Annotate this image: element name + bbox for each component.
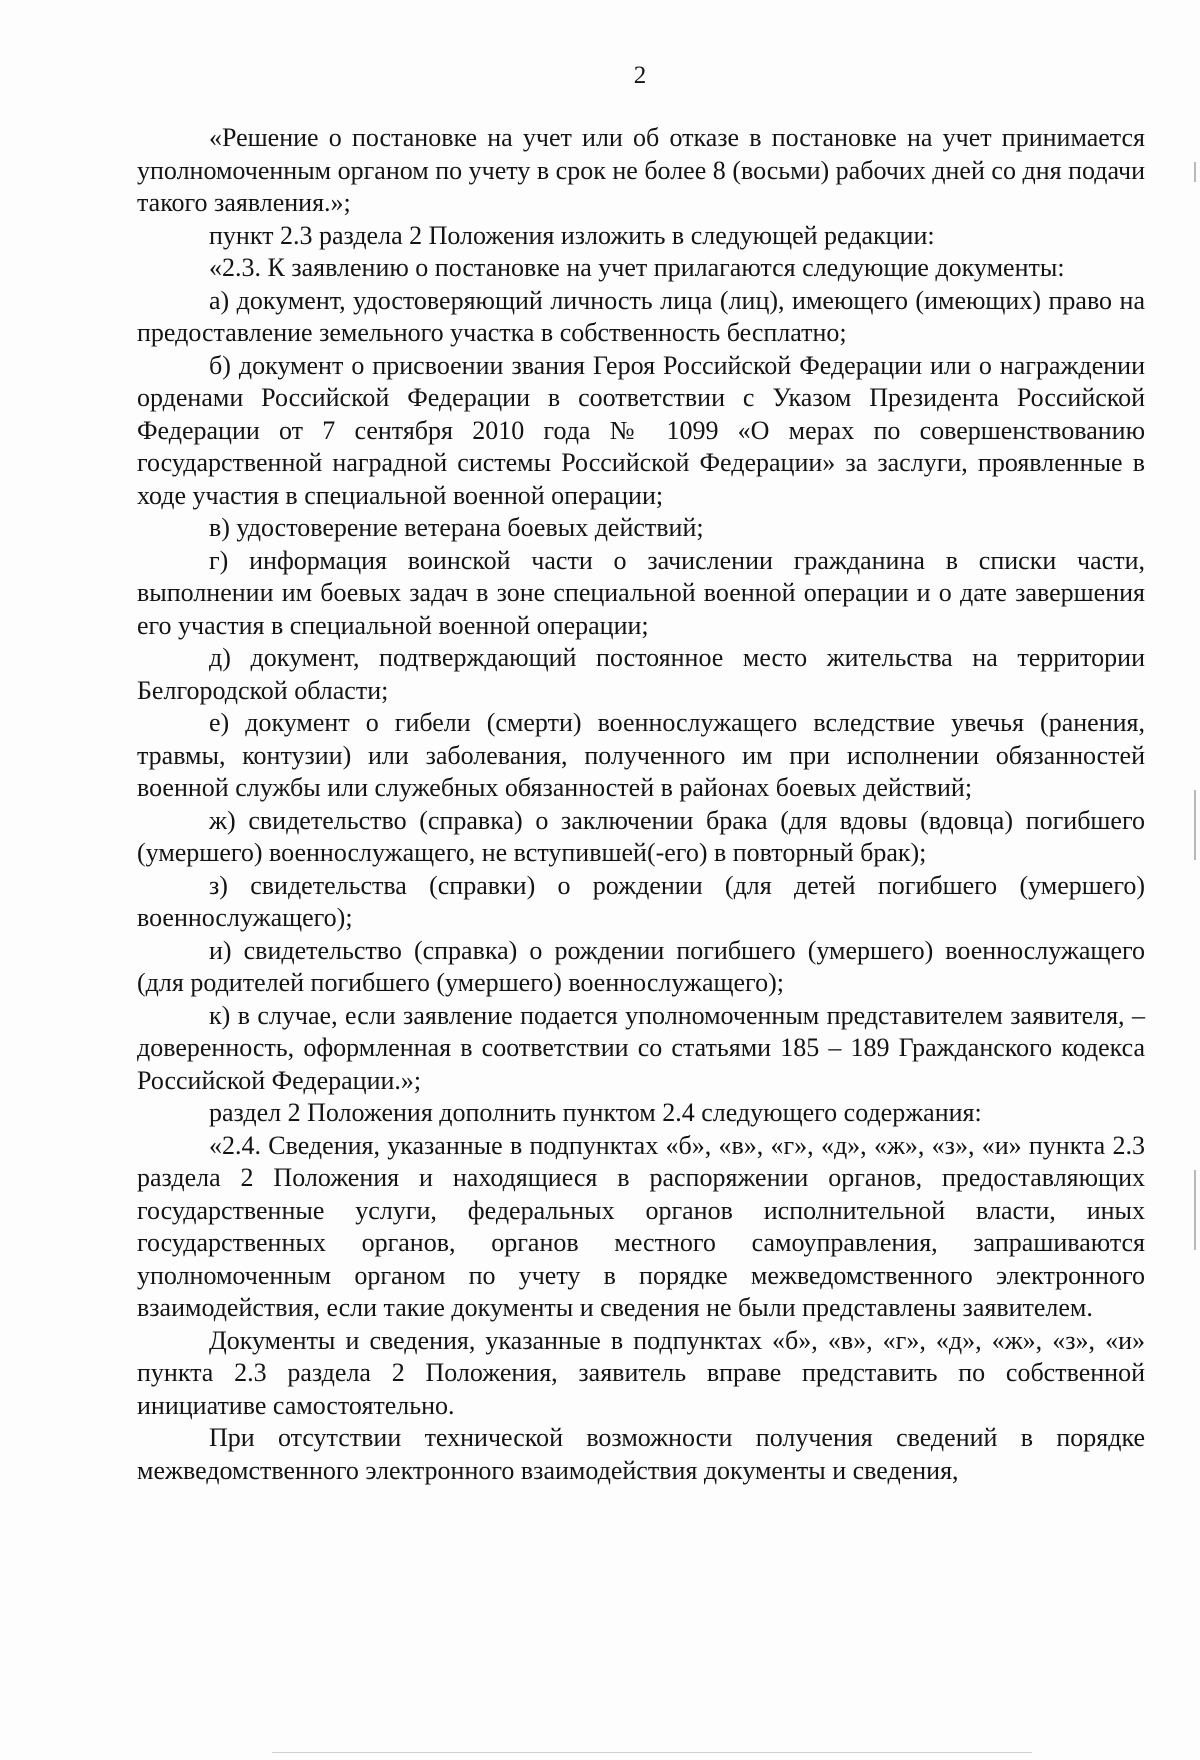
document-body xyxy=(137,122,1145,1487)
list-item-e: е) документ о гибели (смерти) военнослужащего вследствие увечья (ранения, травмы, контузии) или заболевания, полученного им при исполнении обязанностей военной службы или служебных обязанностей в районах боевых действий; xyxy=(137,708,1145,802)
scan-edge-mark xyxy=(1194,790,1196,860)
paragraph-no-technical-possibility: При отсутствии технической возможности получения сведений в порядке межведомственного электронного взаимодействия документы и сведения, xyxy=(137,1423,1145,1485)
scan-edge-mark xyxy=(1194,1170,1196,1250)
list-item-b: б) документ о присвоении звания Героя Российской Федерации или о награждении орденами Российской Федерации в соответствии с Указом Президента Российской Федерации от 7 сентября 2010 года № 1099 «О мерах по совершенствованию государственной наградной системы Российской Федерации» за заслуги, проявленные в ходе участия в специальной военной операции; xyxy=(137,350,1145,510)
paragraph-amend-2-3: пункт 2.3 раздела 2 Положения изложить в следующей редакции: xyxy=(209,220,935,250)
list-item-g: г) информация воинской части о зачислении гражданина в списки части, выполнении им боевых задач в зоне специальной военной операции и о дате завершения его участия в специальной военной операции; xyxy=(137,545,1145,640)
paragraph-2-3-intro: «2.3. К заявлению о постановке на учет прилагаются следующие документы: xyxy=(209,253,1065,282)
list-item-d: д) документ, подтверждающий постоянное место жительства на территории Белгородской области; xyxy=(137,643,1145,705)
list-item-zh: ж) свидетельство (справка) о заключении брака (для вдовы (вдовца) погибшего (умершего) военнослужащего, не вступившей(-его) в повторный брак); xyxy=(137,805,1145,867)
list-item-i: и) свидетельство (справка) о рождении погибшего (умершего) военнослужащего (для родителей погибшего (умершего) военнослужащего); xyxy=(137,935,1145,997)
paragraph-add-2-4: раздел 2 Положения дополнить пунктом 2.4 следующего содержания: xyxy=(209,1098,982,1127)
page-number: 2 xyxy=(633,62,647,89)
scan-edge-mark xyxy=(1194,162,1196,182)
list-item-a: а) документ, удостоверяющий личность лица (лиц), имеющего (имеющих) право на предоставление земельного участка в собственность бесплатно; xyxy=(137,285,1145,347)
list-item-z: з) свидетельства (справки) о рождении (для детей погибшего (умершего) военнослужащего); xyxy=(137,870,1145,932)
paragraph-decision-timing: «Решение о постановке на учет или об отказе в постановке на учет принимается уполномоченным органом по учету в срок не более 8 (восьми) рабочих дней со дня подачи такого заявления.»; xyxy=(137,123,1145,217)
list-item-k: к) в случае, если заявление подается уполномоченным представителем заявителя, – доверенность, оформленная в соответствии со статьями 185 – 189 Гражданского кодекса Российской Федерации.»; xyxy=(137,1000,1145,1095)
scan-bottom-line xyxy=(272,1752,1032,1753)
paragraph-2-4-text: «2.4. Сведения, указанные в подпунктах «б», «в», «г», «д», «ж», «з», «и» пункта 2.3 раздела 2 Положения и находящиеся в распоряжении органов, предоставляющих государственные услуги, федеральных органов исполнительной власти, иных государственных органов, органов местного самоуправления, запрашиваются уполномоченным органом по учету в порядке межведомственного электронного взаимодействия, если такие документы и сведения не были представлены заявителем. xyxy=(137,1130,1145,1322)
paragraph-own-initiative: Документы и сведения, указанные в подпунктах «б», «в», «г», «д», «ж», «з», «и» пункта 2.3 раздела 2 Положения, заявитель вправе представить по собственной инициативе самостоятельно. xyxy=(137,1325,1145,1420)
list-item-v: в) удостоверение ветерана боевых действий; xyxy=(209,513,704,542)
